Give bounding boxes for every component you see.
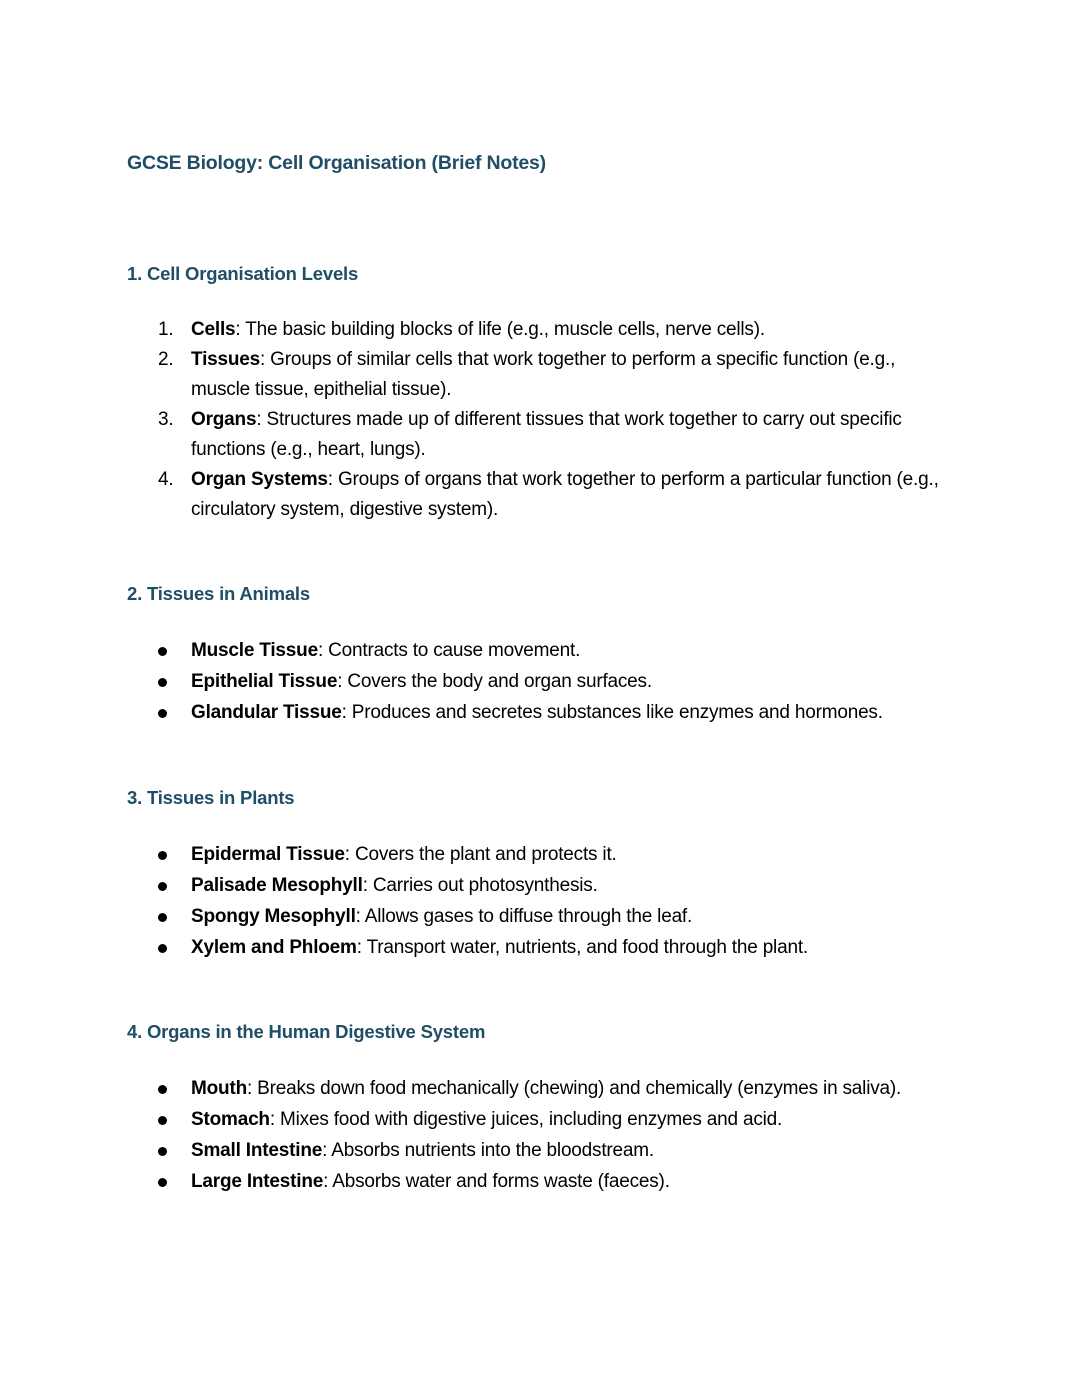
- list-item: [0, 1135, 901, 1166]
- definition: : Allows gases to diffuse through the leaf.: [355, 906, 693, 927]
- list-item: [0, 1166, 901, 1197]
- term: Organ Systems: [191, 469, 328, 490]
- section-heading-tissues-in-animals: 2. Tissues in Animals: [127, 583, 310, 604]
- term: Epidermal Tissue: [191, 844, 345, 865]
- list-item: [0, 405, 951, 465]
- definition: : Carries out photosynthesis.: [362, 875, 598, 896]
- bullet-icon: [158, 1085, 167, 1094]
- bullet-icon: [158, 913, 167, 922]
- definition: : The basic building blocks of life (e.g., muscle cells, nerve cells).: [235, 319, 765, 340]
- definition: : Absorbs nutrients into the bloodstream.: [322, 1140, 654, 1161]
- list-item: [0, 697, 883, 728]
- definition: : Covers the body and organ surfaces.: [337, 671, 652, 692]
- numbered-list-organisation-levels: [0, 315, 951, 525]
- definition: : Covers the plant and protects it.: [344, 844, 617, 865]
- term: Palisade Mesophyll: [191, 875, 363, 896]
- term: Epithelial Tissue: [191, 671, 338, 692]
- term: Cells: [191, 319, 236, 340]
- definition: : Groups of organs that work together to perform a particular function (e.g., circulatory system, digestive system).: [191, 469, 939, 520]
- list-item: [0, 1104, 901, 1135]
- list-number: 2.: [158, 349, 174, 370]
- bullet-icon: [158, 709, 167, 718]
- term: Mouth: [191, 1078, 247, 1099]
- term: Xylem and Phloem: [191, 937, 357, 958]
- list-item: [0, 666, 883, 697]
- list-number: 1.: [158, 319, 174, 340]
- term: Tissues: [191, 349, 261, 370]
- definition: : Produces and secretes substances like enzymes and hormones.: [341, 702, 883, 723]
- section-heading-cell-organisation-levels: 1. Cell Organisation Levels: [127, 263, 359, 284]
- section-heading-tissues-in-plants: 3. Tissues in Plants: [127, 787, 295, 808]
- term: Large Intestine: [191, 1171, 324, 1192]
- definition: : Mixes food with digestive juices, including enzymes and acid.: [269, 1109, 783, 1130]
- definition: : Groups of similar cells that work together to perform a specific function (e.g., muscle tissue, epithelial tissue).: [191, 349, 896, 400]
- definition: : Structures made up of different tissues that work together to carry out specific functions (e.g., heart, lungs).: [191, 409, 902, 460]
- term: Glandular Tissue: [191, 702, 342, 723]
- definition: : Absorbs water and forms waste (faeces).: [323, 1171, 670, 1192]
- list-item: [0, 1073, 901, 1104]
- definition: : Transport water, nutrients, and food through the plant.: [356, 937, 808, 958]
- document-title: GCSE Biology: Cell Organisation (Brief Notes): [127, 152, 546, 174]
- list-item: [0, 870, 808, 901]
- list-item: [0, 635, 883, 666]
- term: Stomach: [191, 1109, 270, 1130]
- bullet-icon: [158, 647, 167, 656]
- term: Small Intestine: [191, 1140, 323, 1161]
- term: Muscle Tissue: [191, 640, 318, 661]
- bullet-icon: [158, 1178, 167, 1187]
- bullet-icon: [158, 1147, 167, 1156]
- list-number: 3.: [158, 409, 174, 430]
- term: Spongy Mesophyll: [191, 906, 356, 927]
- list-item: [0, 345, 951, 405]
- definition: : Breaks down food mechanically (chewing) and chemically (enzymes in saliva).: [246, 1078, 902, 1099]
- list-item: [0, 315, 951, 345]
- bullet-icon: [158, 882, 167, 891]
- list-item: [0, 839, 808, 870]
- list-item: [0, 901, 808, 932]
- bullet-list-digestive-organs: [0, 1073, 901, 1197]
- bullet-icon: [158, 944, 167, 953]
- term: Organs: [191, 409, 257, 430]
- definition: : Contracts to cause movement.: [317, 640, 581, 661]
- bullet-icon: [158, 1116, 167, 1125]
- list-item: [0, 932, 808, 963]
- list-item: [0, 465, 951, 525]
- list-number: 4.: [158, 469, 174, 490]
- bullet-list-plant-tissues: [0, 839, 808, 963]
- bullet-list-animal-tissues: [0, 635, 883, 728]
- section-heading-digestive-system-organs: 4. Organs in the Human Digestive System: [127, 1021, 486, 1042]
- bullet-icon: [158, 851, 167, 860]
- bullet-icon: [158, 678, 167, 687]
